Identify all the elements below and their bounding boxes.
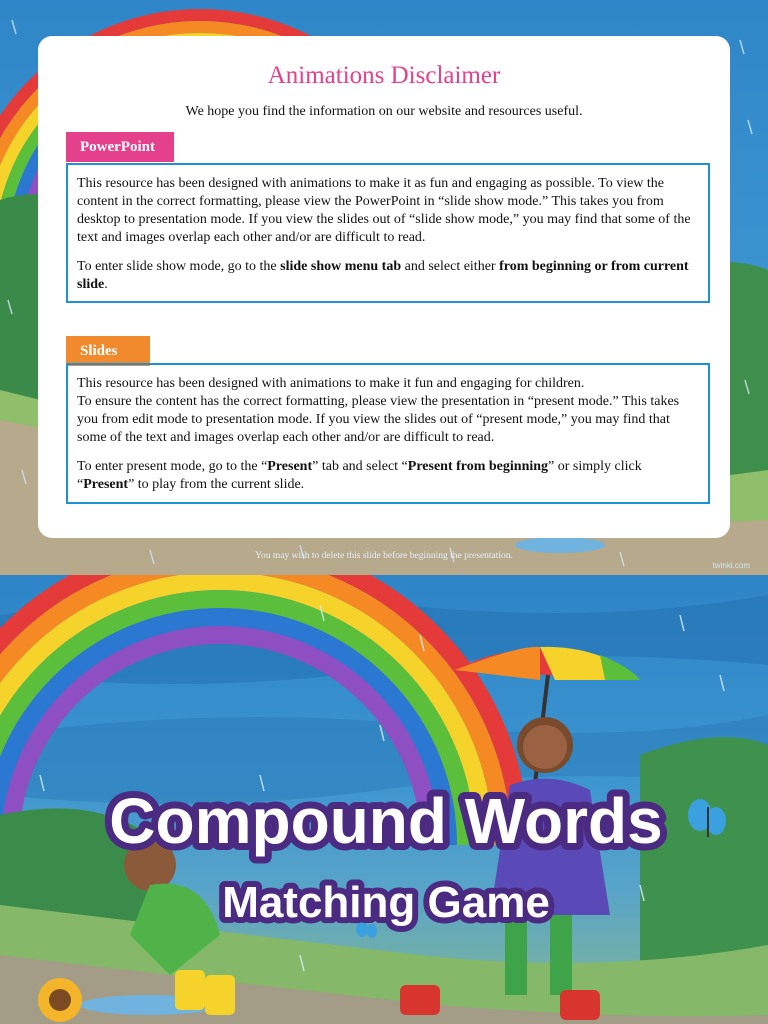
text-span: This resource has been designed with animations to make it fun and engaging for children. [77,376,585,391]
powerpoint-para2 [77,258,699,294]
text-span: ” to play from the current slide. [128,477,305,492]
game-title-line2: Matching Game [222,878,550,927]
slides-box [66,363,710,504]
page-title: Animations Disclaimer [267,62,501,89]
powerpoint-tag: PowerPoint [66,132,174,162]
powerpoint-para1: This resource has been designed with animations to make it as fun and engaging as possible. To view the content in the correct formatting, please view the PowerPoint in “slide show mode.” This takes you from desktop to presentation mode. If you view the slides out of “slide show mode,” you may find that some of the text and images overlap each other and/or are difficult to read. [77,176,691,245]
delete-slide-note: You may wish to delete this slide before beginning the presentation. [255,551,513,561]
bold-text: from beginning or from current slide [77,259,689,292]
title-slide [0,575,768,1024]
text-span: ” tab and select “ [312,459,408,474]
slides-tag: Slides [66,336,150,366]
text-span: To enter present mode, go to the “ [77,459,268,474]
text-span: ” or simply click “ [77,459,642,492]
bold-text: slide show menu tab [280,259,402,274]
bold-text: Present [267,459,313,474]
text-span: To ensure the content has the correct formatting, please view the presentation in “present mode.” This takes you from edit mode to presentation mode. If you view the slides out of “present mode,” you may find that some of the text and images overlap each other and/or are difficult to read. [77,394,680,445]
bold-text: Present from beginning [407,459,549,474]
title-illustration [0,575,768,1024]
brand-watermark: twinkl.com [712,561,750,570]
disclaimer-card [38,36,730,538]
powerpoint-box [66,163,710,303]
bold-text: Present [83,477,129,492]
sunflower-icon [38,978,82,1022]
game-title-line1: Compound Words [109,785,663,857]
text-span: and select either [401,259,500,274]
intro-text: We hope you find the information on our website and resources useful. [185,104,583,119]
text-span: To enter slide show mode, go to the [77,259,281,274]
slides-para2 [77,458,699,494]
text-span: . [104,277,108,292]
slides-para1 [77,375,699,447]
